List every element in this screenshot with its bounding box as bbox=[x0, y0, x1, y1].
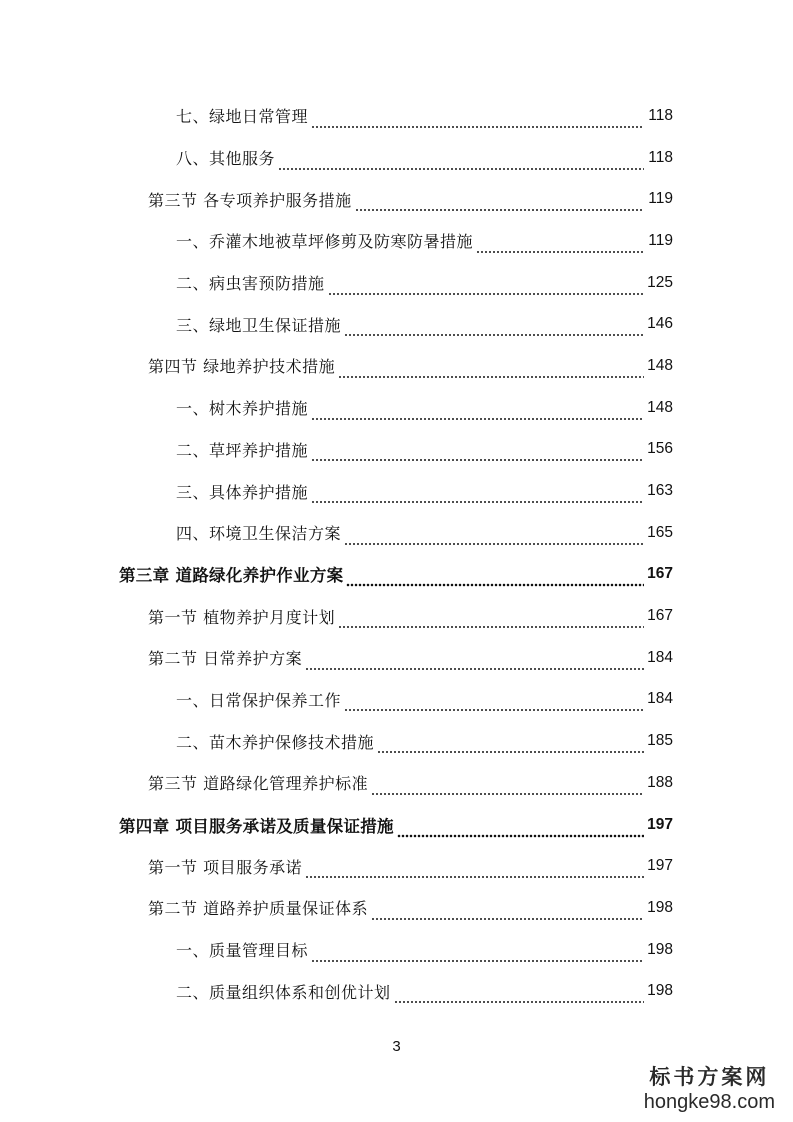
toc-entry-title: 第三节 道路绿化管理养护标准 bbox=[148, 774, 369, 794]
toc-entry-page-number: 163 bbox=[647, 482, 673, 500]
toc-entry-title: 第一节 项目服务承诺 bbox=[148, 857, 303, 877]
toc-dot-leader bbox=[338, 361, 644, 379]
toc-section-entry[interactable] bbox=[0, 345, 793, 387]
toc-entry-title: 二、草坪养护措施 bbox=[176, 440, 309, 460]
toc-subsection-entry[interactable] bbox=[0, 720, 793, 762]
toc-entry-page-number: 198 bbox=[647, 982, 673, 1000]
toc-dot-leader bbox=[311, 945, 644, 963]
toc-entry-title: 四、环境卫生保洁方案 bbox=[176, 524, 342, 544]
toc-dot-leader bbox=[305, 653, 644, 671]
toc-section-entry[interactable] bbox=[0, 178, 793, 220]
toc-dot-leader bbox=[371, 778, 644, 796]
toc-entry-page-number: 146 bbox=[647, 315, 673, 333]
toc-entry-title: 第四节 绿地养护技术措施 bbox=[148, 357, 336, 377]
toc-entry-title: 第二节 道路养护质量保证体系 bbox=[148, 899, 369, 919]
toc-subsection-entry[interactable] bbox=[0, 387, 793, 429]
toc-subsection-entry[interactable] bbox=[0, 429, 793, 471]
toc-entry-page-number: 198 bbox=[647, 898, 673, 916]
toc-subsection-entry[interactable] bbox=[0, 303, 793, 345]
toc-entry-page-number: 125 bbox=[647, 273, 673, 291]
toc-subsection-entry[interactable] bbox=[0, 95, 793, 137]
toc-entry-page-number: 119 bbox=[648, 231, 673, 249]
toc-subsection-entry[interactable] bbox=[0, 470, 793, 512]
toc-entry-page-number: 118 bbox=[648, 148, 673, 166]
toc-section-entry[interactable] bbox=[0, 762, 793, 804]
toc-dot-leader bbox=[328, 278, 644, 296]
toc-section-entry[interactable] bbox=[0, 637, 793, 679]
toc-dot-leader bbox=[397, 820, 644, 838]
toc-entry-title: 二、病虫害预防措施 bbox=[176, 274, 325, 294]
toc-entry-title: 第三章 道路绿化养护作业方案 bbox=[119, 566, 344, 586]
toc-dot-leader bbox=[344, 528, 644, 546]
toc-entry-page-number: 197 bbox=[647, 857, 673, 875]
toc-subsection-entry[interactable] bbox=[0, 137, 793, 179]
toc-subsection-entry[interactable] bbox=[0, 929, 793, 971]
toc-entry-title: 二、质量组织体系和创优计划 bbox=[176, 982, 391, 1002]
toc-entry-title: 七、绿地日常管理 bbox=[176, 107, 309, 127]
toc-entry-title: 三、绿地卫生保证措施 bbox=[176, 315, 342, 335]
watermark-site-name: 标书方案网 bbox=[649, 1064, 770, 1089]
toc-entry-page-number: 167 bbox=[647, 607, 673, 625]
watermark bbox=[644, 1064, 775, 1114]
toc-entry-page-number: 185 bbox=[647, 732, 673, 750]
watermark-url: hongke98.com bbox=[643, 1091, 775, 1113]
toc-entry-title: 一、质量管理目标 bbox=[176, 941, 309, 961]
toc-entry-title: 第二节 日常养护方案 bbox=[148, 649, 303, 669]
toc-dot-leader bbox=[355, 194, 644, 212]
toc-entry-page-number: 165 bbox=[647, 523, 673, 541]
toc-subsection-entry[interactable] bbox=[0, 512, 793, 554]
toc-dot-leader bbox=[311, 403, 644, 421]
toc-entry-page-number: 197 bbox=[647, 815, 673, 833]
toc-subsection-entry[interactable] bbox=[0, 220, 793, 262]
toc-dot-leader bbox=[338, 611, 644, 629]
table-of-contents bbox=[0, 95, 793, 1012]
toc-entry-title: 二、苗木养护保修技术措施 bbox=[176, 732, 375, 752]
toc-entry-title: 第四章 项目服务承诺及质量保证措施 bbox=[119, 816, 394, 836]
toc-chapter-entry[interactable] bbox=[0, 804, 793, 846]
toc-subsection-entry[interactable] bbox=[0, 970, 793, 1012]
toc-entry-title: 一、乔灌木地被草坪修剪及防寒防暑措施 bbox=[176, 232, 474, 252]
toc-entry-title: 一、树木养护措施 bbox=[176, 399, 309, 419]
toc-subsection-entry[interactable] bbox=[0, 679, 793, 721]
toc-dot-leader bbox=[476, 236, 644, 254]
toc-entry-page-number: 167 bbox=[647, 565, 673, 583]
toc-entry-title: 八、其他服务 bbox=[176, 149, 276, 169]
toc-section-entry[interactable] bbox=[0, 887, 793, 929]
toc-entry-page-number: 156 bbox=[647, 440, 673, 458]
toc-entry-page-number: 188 bbox=[647, 773, 673, 791]
toc-entry-page-number: 148 bbox=[647, 398, 673, 416]
toc-entry-title: 一、日常保护保养工作 bbox=[176, 690, 342, 710]
toc-dot-leader bbox=[344, 694, 644, 712]
page-number: 3 bbox=[392, 1038, 401, 1055]
toc-dot-leader bbox=[305, 861, 644, 879]
toc-section-entry[interactable] bbox=[0, 595, 793, 637]
toc-chapter-entry[interactable] bbox=[0, 554, 793, 596]
toc-entry-page-number: 118 bbox=[648, 106, 673, 124]
toc-dot-leader bbox=[278, 153, 644, 171]
toc-entry-page-number: 148 bbox=[647, 356, 673, 374]
toc-subsection-entry[interactable] bbox=[0, 262, 793, 304]
toc-dot-leader bbox=[371, 903, 644, 921]
toc-dot-leader bbox=[394, 986, 644, 1004]
toc-dot-leader bbox=[311, 444, 644, 462]
toc-dot-leader bbox=[346, 569, 644, 587]
toc-entry-title: 第一节 植物养护月度计划 bbox=[148, 607, 336, 627]
toc-dot-leader bbox=[344, 319, 644, 337]
toc-entry-page-number: 184 bbox=[647, 648, 673, 666]
toc-dot-leader bbox=[377, 736, 644, 754]
toc-entry-page-number: 119 bbox=[648, 190, 673, 208]
toc-entry-title: 三、具体养护措施 bbox=[176, 482, 309, 502]
toc-entry-page-number: 198 bbox=[647, 940, 673, 958]
toc-entry-page-number: 184 bbox=[647, 690, 673, 708]
toc-entry-title: 第三节 各专项养护服务措施 bbox=[148, 190, 352, 210]
toc-dot-leader bbox=[311, 486, 644, 504]
toc-dot-leader bbox=[311, 111, 644, 129]
toc-section-entry[interactable] bbox=[0, 845, 793, 887]
